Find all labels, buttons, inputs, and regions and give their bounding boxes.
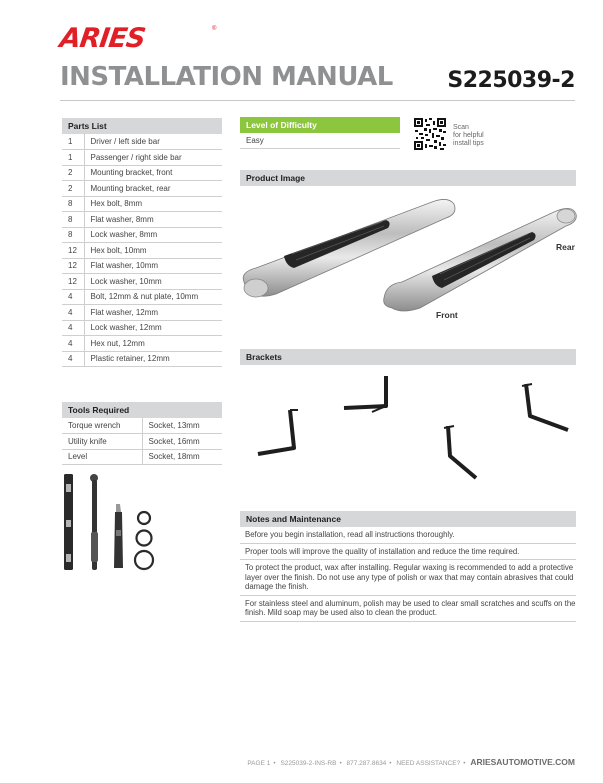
brackets-image — [240, 370, 580, 485]
part-qty: 12 — [62, 258, 84, 274]
tool-name: Socket, 18mm — [142, 449, 222, 465]
part-name: Mounting bracket, rear — [84, 181, 222, 197]
bracket-1 — [258, 410, 298, 454]
tools-row — [62, 449, 222, 465]
rear-label: Rear — [556, 242, 575, 252]
product-image — [236, 190, 581, 330]
parts-row — [62, 258, 222, 274]
parts-row — [62, 351, 222, 367]
notes-list — [240, 527, 576, 622]
note-item: Before you begin installation, read all instructions thoroughly. — [240, 527, 576, 544]
part-name: Lock washer, 12mm — [84, 320, 222, 336]
tools-row — [62, 418, 222, 434]
parts-row — [62, 274, 222, 290]
bracket-2 — [344, 376, 386, 412]
part-qty: 8 — [62, 227, 84, 243]
product-image-heading: Product Image — [240, 170, 576, 186]
parts-row — [62, 165, 222, 181]
page-title: INSTALLATION MANUAL — [60, 62, 393, 92]
front-label: Front — [436, 310, 458, 320]
part-name: Lock washer, 8mm — [84, 227, 222, 243]
footer-phone[interactable]: 877.287.8634 — [346, 760, 387, 767]
part-qty: 8 — [62, 196, 84, 212]
tool-name: Level — [62, 449, 142, 465]
parts-row — [62, 305, 222, 321]
tools-illustration — [58, 470, 168, 575]
part-name: Driver / left side bar — [84, 134, 222, 150]
aries-logo — [57, 23, 217, 54]
utility-knife-icon — [114, 504, 123, 568]
parts-row — [62, 181, 222, 197]
qr-caption-line: for helpful — [453, 132, 484, 139]
part-name: Flat washer, 10mm — [84, 258, 222, 274]
header-divider — [60, 100, 575, 101]
page-footer: PAGE 1 • S225039-2-INS-RB • 877.287.8634 • NEED ASSISTANCE? • ARIESAUTOMOTIVE.COM — [247, 757, 575, 767]
parts-row — [62, 196, 222, 212]
parts-row — [62, 227, 222, 243]
parts-row — [62, 320, 222, 336]
parts-row — [62, 150, 222, 166]
part-name: Hex nut, 12mm — [84, 336, 222, 352]
bracket-4 — [522, 384, 568, 430]
qr-caption — [453, 124, 513, 148]
part-qty: 12 — [62, 274, 84, 290]
part-qty: 2 — [62, 181, 84, 197]
tool-name: Socket, 13mm — [142, 418, 222, 434]
part-name: Hex bolt, 8mm — [84, 196, 222, 212]
part-qty: 1 — [62, 150, 84, 166]
note-item: To protect the product, wax after installing. Regular waxing is recommended to add a protective layer over the finish. Do not use any type of polish or wax that may contain abrasives that could damage the finish. — [240, 560, 576, 596]
part-qty: 4 — [62, 320, 84, 336]
part-qty: 2 — [62, 165, 84, 181]
tools-row — [62, 434, 222, 450]
part-name: Bolt, 12mm & nut plate, 10mm — [84, 289, 222, 305]
difficulty-heading: Level of Difficulty — [240, 117, 400, 133]
note-item: For stainless steel and aluminum, polish may be used to clear small scratches and scuffs on the finish. Mild soap may be used also to clean the product. — [240, 596, 576, 622]
qr-caption-line: Scan — [453, 124, 469, 131]
tool-name: Socket, 16mm — [142, 434, 222, 450]
parts-row — [62, 243, 222, 259]
parts-row — [62, 289, 222, 305]
part-name: Passenger / right side bar — [84, 150, 222, 166]
footer-doc-id: S225039-2-INS-RB — [280, 760, 337, 767]
tools-table — [62, 418, 222, 465]
part-number: S225039-2 — [447, 68, 575, 93]
note-item: Proper tools will improve the quality of installation and reduce the time required. — [240, 544, 576, 561]
bracket-3 — [444, 426, 476, 478]
qr-caption-line: install tips — [453, 140, 484, 147]
torque-wrench-icon — [90, 474, 98, 570]
part-qty: 4 — [62, 289, 84, 305]
footer-assist: NEED ASSISTANCE? — [396, 760, 461, 767]
footer-page: PAGE 1 — [247, 760, 271, 767]
part-name: Hex bolt, 10mm — [84, 243, 222, 259]
part-qty: 8 — [62, 212, 84, 228]
parts-list-heading: Parts List — [62, 118, 222, 134]
part-name: Flat washer, 8mm — [84, 212, 222, 228]
parts-row — [62, 212, 222, 228]
part-name: Plastic retainer, 12mm — [84, 351, 222, 367]
level-icon — [64, 474, 73, 570]
parts-row — [62, 336, 222, 352]
logo-text: ARIES — [57, 23, 147, 54]
part-qty: 4 — [62, 351, 84, 367]
part-name: Mounting bracket, front — [84, 165, 222, 181]
difficulty-value: Easy — [240, 133, 400, 149]
qr-code[interactable] — [414, 118, 446, 150]
part-qty: 4 — [62, 336, 84, 352]
trademark: ® — [212, 26, 217, 32]
sockets-icon — [135, 512, 153, 569]
part-qty: 12 — [62, 243, 84, 259]
tools-heading: Tools Required — [62, 402, 222, 418]
brackets-heading: Brackets — [240, 349, 576, 365]
part-name: Lock washer, 10mm — [84, 274, 222, 290]
part-qty: 4 — [62, 305, 84, 321]
parts-row — [62, 134, 222, 150]
parts-list-table — [62, 134, 222, 367]
tool-name: Torque wrench — [62, 418, 142, 434]
footer-website-link[interactable]: ARIESAUTOMOTIVE.COM — [470, 757, 575, 767]
tool-name: Utility knife — [62, 434, 142, 450]
part-qty: 1 — [62, 134, 84, 150]
notes-heading: Notes and Maintenance — [240, 511, 576, 527]
part-name: Flat washer, 12mm — [84, 305, 222, 321]
